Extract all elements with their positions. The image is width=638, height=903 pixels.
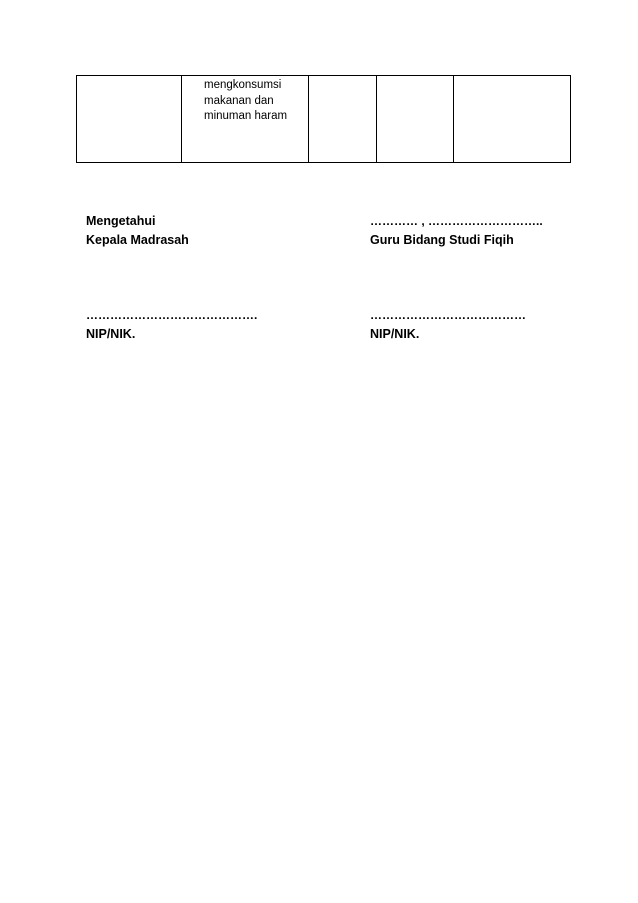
table-cell-5 [454,76,571,163]
right-signature-dots: ………………………………… [370,308,526,322]
indicator-line: mengkonsumsi [204,79,282,91]
table-row [77,76,571,163]
teacher-label: Guru Bidang Studi Fiqih [370,233,514,247]
left-signature-header [86,212,189,250]
right-signature-footer [370,306,526,344]
left-nip-label: NIP/NIK. [86,327,136,341]
table-cell-3 [309,76,377,163]
indicator-line: makanan dan [204,94,274,107]
left-signature-dots: ……………………………………. [86,308,258,322]
right-nip-label: NIP/NIK. [370,327,420,341]
place-date-line: ………… , ……………………….. [370,214,543,228]
table-cell-indicator [182,76,309,163]
table-cell-1 [77,76,182,163]
assessment-table [76,75,571,163]
indicator-text [182,76,308,125]
acknowledged-label: Mengetahui [86,214,156,228]
table-cell-4 [377,76,454,163]
left-signature-footer [86,306,257,344]
headmaster-label: Kepala Madrasah [86,233,189,247]
right-signature-header [370,212,543,250]
indicator-line: minuman haram [204,110,288,122]
